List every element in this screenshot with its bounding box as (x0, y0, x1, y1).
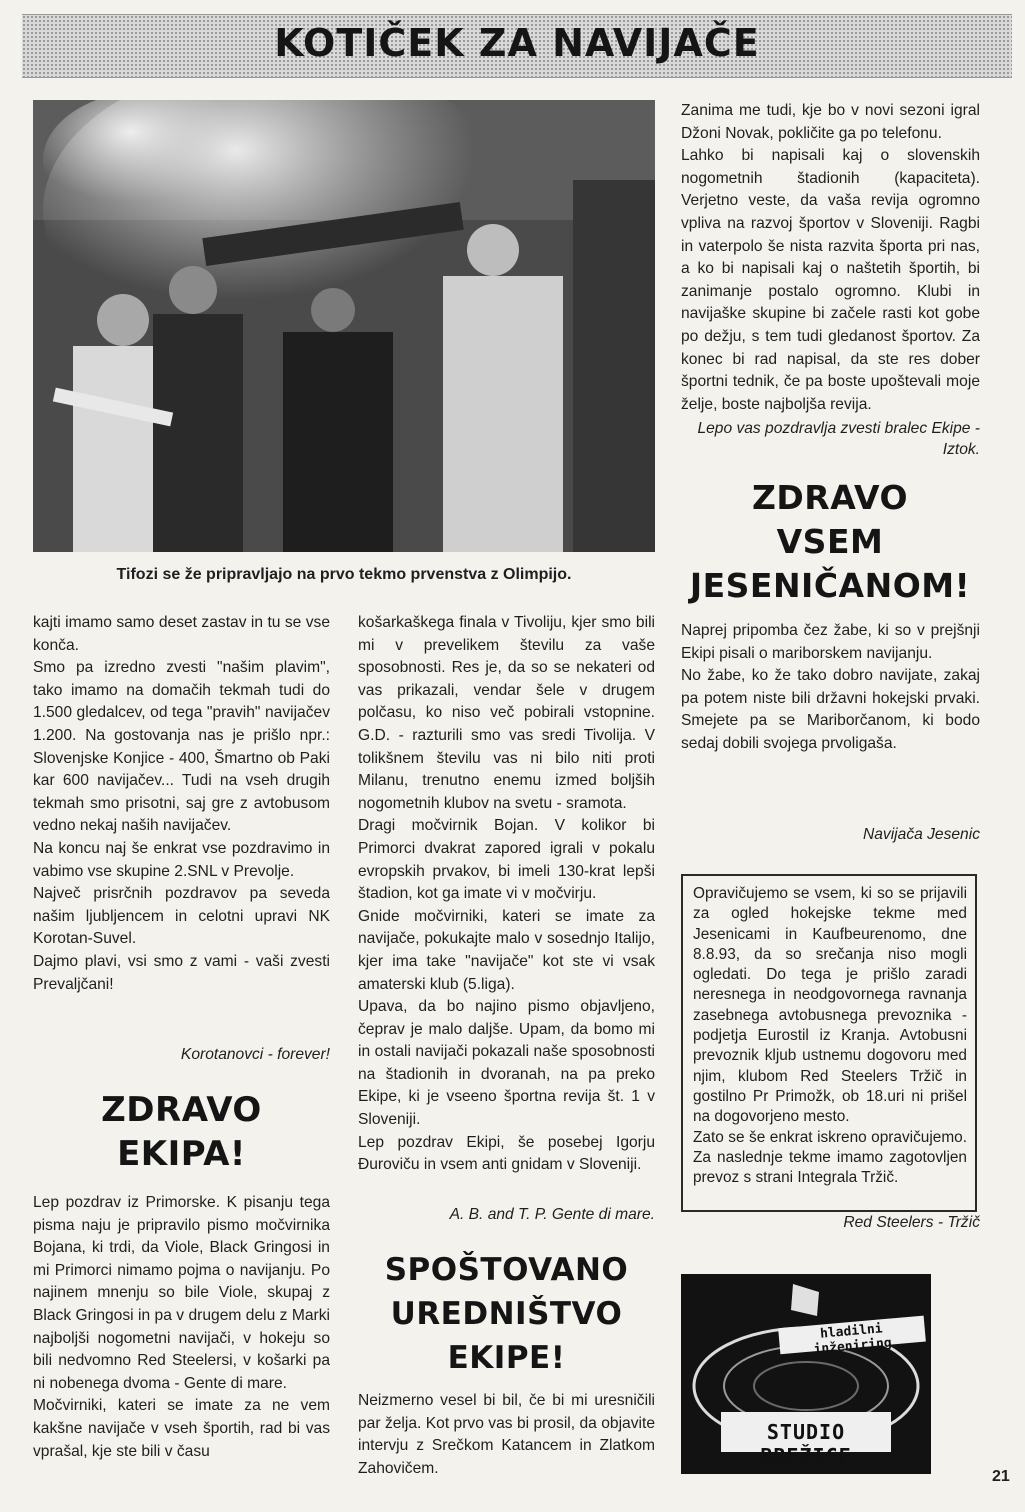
paragraph: Dajmo plavi, vsi smo z vami - vaši zvesti Prevaljčani! (33, 952, 330, 993)
signature-red-steelers: Red Steelers - Tržič (843, 1214, 980, 1231)
heading-line: SPOŠTOVANO (384, 1252, 629, 1288)
letter-primorska-part2 (358, 612, 655, 1177)
letter-iztok-part1 (358, 1390, 655, 1480)
section-title: KOTIČEK ZA NAVIJAČE (274, 21, 760, 65)
paragraph: Lep pozdrav iz Primorske. K pisanju tega pisma naju je pripravilo pismo močvirnika Bojana, ki trdi, da Viole, Black Gringosi in mi Primorci nimamo pojma o navijanju. Po najinem mnenju so bile Viole, skupaj z Black Gringosi in pa v drugem delu z Marki najboljši nogometni navijači, v hokeju so bili nedvomno Red Steelersi, v košarki pa ni nobenega dvoma - Gente di mare. (33, 1194, 330, 1392)
paragraph: Neizmerno vesel bi bil, če bi mi uresničili par želja. Kot prvo vas bi prosil, da objavite intervju z Srečkom Katancem in Zlatkom Zahovičem. (358, 1392, 655, 1477)
paragraph: košarkaškega finala v Tivoliju, kjer smo bili mi v prevelikem številu za vaše sposobnosti. Res je, da so se nekateri od vas prikazali, vendar šele v drugem polčasu, ko niso več pobirali vstopnine. G.D. - razturili smo vas sredi Tivolija. V tolikšnem številu vas ni bilo niti proti Milanu, trenutno enemu izmed boljših nogometnih klubov na svetu - sramota. (358, 614, 655, 812)
paragraph: Gnide močvirniki, kateri se imate za navijače, pokukajte malo v sosednjo Italijo, kjer ima take "navijače" kot ste vi vsak amaterski klub (5.liga). (358, 907, 655, 993)
paragraph: kajti imamo samo deset zastav in tu se vse konča. (33, 614, 330, 654)
heading-line: UREDNIŠTVO (390, 1296, 623, 1332)
heading-line: VSEM (776, 522, 884, 561)
studio-brezice-ad (681, 1274, 931, 1474)
signature-iztok: Lepo vas pozdravlja zvesti bralec Ekipe - Iztok. (697, 420, 980, 458)
heading-spostovano-urednistvo (348, 1248, 665, 1380)
paragraph: Naprej pripomba čez žabe, ki so v prejšnji Ekipi pisali o mariborskem navijanju. (681, 622, 980, 662)
paragraph: Upava, da bo najino pismo objavljeno, čeprav je malo daljše. Upam, da bomo mi in ostali navijači pokazali naše sposobnosti na štadionih in dvoranah, na pa preko Ekipe, ki je vseeno športna revija št. 1 v Sloveniji. (358, 998, 655, 1129)
signature-jesenice: Navijača Jesenic (862, 826, 980, 843)
ad-ring-text: hladilni inženiring (813, 1321, 893, 1358)
paragraph: Na koncu naj še enkrat vse pozdravimo in vabimo vse skupine 2.SNL v Prevolje. (33, 839, 330, 880)
paragraph: Zanima me tudi, kje bo v novi sezoni igral Džoni Novak, pokličite ga po telefonu. (681, 102, 980, 142)
signature-korotan: Korotanovci - forever! (180, 1046, 330, 1063)
heading-line: JESENIČANOM! (689, 566, 971, 605)
paragraph: Močvirniki, kateri se imate za ne vem kakšne navijače v vseh športih, rad bi vas vprašal, kje ste bili v času (33, 1397, 330, 1460)
heading-line: ZDRAVO (751, 478, 909, 517)
ad-brand: STUDIO BREŽICE (760, 1420, 852, 1468)
heading-line: ZDRAVO (101, 1090, 262, 1130)
heading-zdravo-ekipa (33, 1088, 330, 1176)
letter-jesenice (681, 620, 980, 756)
paragraph: No žabe, ko že tako dobro navijate, zakaj pa potem niste bili državni hokejski prvaki. Smejete pa se Mariborčanom, ki bodo sedaj dobili svojega prvoligaša. (681, 667, 980, 752)
paragraph: Največ prisrčnih pozdravov pa seveda našim ljubljencem in celotni upravi NK Korotan-Suvel. (33, 885, 330, 948)
letter-korotan (33, 612, 330, 996)
paragraph: Lep pozdrav Ekipi, še posebej Igorju Đuroviču in vsem anti gnidam v Sloveniji. (358, 1133, 655, 1174)
signature-gente-di-mare: A. B. and T. P. Gente di mare. (449, 1206, 655, 1223)
fans-photo-illustration (33, 100, 655, 552)
paragraph: Lahko bi napisali kaj o slovenskih nogometnih štadionih (kapaciteta). Verjetno veste, da vaša revija ogromno vpliva na razvoj športov v Sloveniji. Ragbi in vaterpolo še nista razvita športa pri nas, a ko bi napisali kaj o naštetih športih, bi zanimanje postalo ogromno. Klubi in navijaške skupine bi začele rasti kot gobe po dežju, s tem tudi gledanost športov. Za konec bi rad napisal, da ste res dober športni tednik, če pa boste upoštevali moje želje, boste najboljša revija. (681, 147, 980, 413)
paragraph: Dragi močvirnik Bojan. V kolikor bi Primorci dvakrat zapored igrali v pokalu evropskih prvakov, bi imeli 130-krat lepši štadion, kot ga imate vi v močvirju. (358, 817, 655, 903)
apology-notice-box (681, 874, 977, 1212)
page-number: 21 (992, 1468, 1010, 1485)
section-banner (22, 14, 1012, 78)
heading-zdravo-vsem-jesenicanom (670, 476, 990, 608)
photo-caption: Tifozi se že pripravljajo na prvo tekmo prvenstva z Olimpijo. (116, 566, 572, 583)
letter-iztok-part2 (681, 100, 980, 416)
paragraph: Zato se še enkrat iskreno opravičujemo. Za naslednje tekme imamo zagotovljen prevoz s strani Integrala Tržič. (693, 1128, 967, 1187)
fans-photo (33, 100, 655, 552)
heading-line: EKIPE! (447, 1340, 566, 1376)
letter-primorska-part1 (33, 1192, 330, 1463)
paragraph: Opravičujemo se vsem, ki so se prijavili za ogled hokejske tekme med Jesenicami in Kaufbeurenomo, dne 8.8.93, da so srečanja niso mogli ogledati. Do tega je prišlo zaradi neresnega in neodgovornega ravnanja zasebnega avtobusnega prevoznika - podjetja Eurostil iz Kranja. Avtobusni prevoznik kljub ustnemu dogovoru med njim, klubom Red Steelers Tržič in gostilno Pr Primožk, ob 18.uri ni prišel na dogovorjeno mesto. (693, 885, 967, 1126)
heading-line: EKIPA! (117, 1134, 246, 1174)
paragraph: Smo pa izredno zvesti "našim plavim", tako imamo na domačih tekmah tudi do 1.500 gledalcev, od tega "pravih" navijačev 1.200. Na gostovanja nas je prišlo npr.: Slovenjske Konjice - 400, Šmartno ob Paki kar 600 navijačev... Tudi na vseh drugih tekmah smo prisotni, saj gre z avtobusom vedno nekaj naših navijačev. (33, 659, 330, 835)
